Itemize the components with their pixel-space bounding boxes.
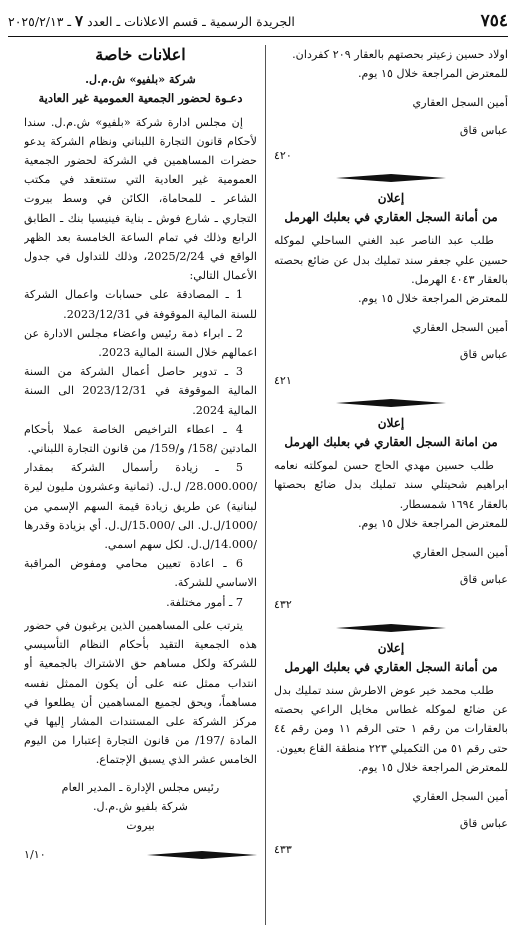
notice-review: للمعترض المراجعة خلال ١٥ يوم.: [358, 760, 508, 774]
notice-sig-name: عباس قاق: [459, 817, 508, 831]
ornament-icon: [336, 623, 446, 633]
agenda-item: 4 ـ اعطاء التراخيص الخاصة عملا بأحكام المادتين /158/ و/159/ من قانون التجارة اللبناني.: [24, 422, 257, 456]
top-notice-tail: اولاد حسين زعيتر بحصتهم بالعقار ٢٠٩ كفردان.: [292, 48, 508, 61]
agenda-item: 5 ـ زيادة رأسمال الشركة بمقدار /28.000.000/ ل.ل. (ثمانية وعشرون مليون ليرة لبنانية) عن طريق زيادة قيمة السهم الإسمي من /1000/ل.ل. الى /15.000/ل.ل. أي بزيادة وقدرها /14.000/ل.ل. لكل سهم اسمي.: [24, 461, 257, 552]
notice-433: [274, 639, 508, 859]
notice-title: إعلان: [377, 640, 405, 655]
divider-ornament: [274, 623, 508, 633]
columns: [8, 45, 508, 925]
left-column: [24, 45, 266, 925]
invitation-title: دعـوة لحضور الجمعية العمومية غير العادية: [38, 91, 243, 106]
ornament-icon: [147, 850, 257, 860]
ornament-icon: [336, 173, 446, 183]
notice-review: للمعترض المراجعة خلال ١٥ يوم.: [358, 292, 508, 306]
notice-number: ١/١٠: [24, 848, 46, 862]
top-notice-review: للمعترض المراجعة خلال ١٥ يوم.: [358, 67, 508, 81]
header-title-block: [8, 12, 295, 30]
divider-ornament: [274, 173, 508, 183]
right-column: [266, 45, 508, 925]
notice-subtitle: من أمانة السجل العقاري في بعلبك الهرمل: [284, 659, 498, 674]
notice-sig-name: عباس قاق: [459, 348, 508, 362]
agenda-item: 6 ـ اعادة تعيين محامي ومفوض المراقبة الاساسي للشركة.: [24, 557, 257, 590]
agenda-item: 1 ـ المصادقة على حسابات واعمال الشركة للسنة المالية الموقوفة في 2023/12/31.: [24, 288, 257, 321]
notice-title: إعلان: [377, 191, 405, 206]
notice-sig-title: أمين السجل العقاري: [412, 321, 508, 335]
notice-body: طلب حسين مهدي الحاج حسن لموكلته نعامه ابراهيم شحيتلي سند تمليك بدل ضائع بحصتها بالعقار ١٦٩٤ شمسطار.: [274, 459, 508, 511]
divider-ornament: [274, 398, 508, 408]
left-footer: [24, 845, 257, 864]
notice-review: للمعترض المراجعة خلال ١٥ يوم.: [358, 516, 508, 530]
agenda-item: 3 ـ تدوير حاصل أعمال الشركة من السنة المالية الموقوفة في 2023/12/31 الى السنة المالية 2024.: [24, 365, 257, 417]
page-header: [8, 6, 508, 37]
notice-421: [274, 189, 508, 390]
notice-number: ٤٢١: [274, 373, 292, 387]
company-name: شركة «بلفيو» ش.م.ل.: [85, 72, 196, 87]
notice-subtitle: من امانة السجل العقاري في بعلبك الهرمل: [284, 435, 498, 450]
notice-432: [274, 414, 508, 615]
notice-title: إعلان: [377, 415, 405, 430]
notice-number: ٤٣٣: [274, 842, 292, 856]
section-title: اعلانات خاصة: [95, 45, 186, 64]
signature-line: شركة بلفيو ش.م.ل.: [93, 799, 188, 813]
agenda-item: 7 ـ أمور مختلفة.: [166, 595, 243, 609]
invitation-intro: إن مجلس ادارة شركة «بلفيو» ش.م.ل. سندا لأحكام قانون التجارة اللبناني ونظام الشركة يدعو حضرات المساهمين في الشركة لحضور الجمعية العمومية غير العادية التي ستنعقد في مكتب الشاعر ـ للمحاماة، الكائن في وسط بيروت التجاري ـ شارع فوش ـ بناية فينيسيا بنك ـ الطابق الرابع وذلك في تمام الساعة الخامسة بعد الظهر الواقع في 2025/2/24، وذلك للتداول في جدول الأعمال التالي:: [24, 115, 257, 283]
agenda-item: 2 ـ ابراء ذمة رئيس واعضاء مجلس الادارة عن اعمالهم خلال السنة المالية 2023.: [24, 326, 257, 360]
signature-line: بيروت: [126, 818, 155, 832]
signature-line: رئيس مجلس الإدارة ـ المدير العام: [61, 780, 220, 794]
notice-number: ٤٣٢: [274, 598, 292, 612]
header-title: الجريدة الرسمية ـ قسم الاعلانات ـ العدد: [87, 14, 295, 29]
notice-body: طلب محمد خير عوض الاطرش سند تمليك بدل عن ضائع لموكله غطاس مخايل الراعي بحصته بالعقارات من رقم ١ حتى الرقم ١١ ومن رقم ٤٤ حتى رقم ٥١ من التكميلي ٢٢٣ منطقة القاع بعيون.: [274, 684, 508, 755]
notice-subtitle: من أمانة السجل العقاري في بعلبك الهرمل: [284, 210, 498, 225]
notice-body: طلب عبد الناصر عبد الغني الساحلي لموكله حسين علي جعفر سند تمليك بدل عن ضائع بحصته بالعقار ٤٠٤٣ الهرمل.: [274, 234, 508, 286]
notice-sig-name: عباس قاق: [459, 573, 508, 587]
top-notice-sig-title: أمين السجل العقاري: [412, 96, 508, 110]
ornament-icon: [336, 398, 446, 408]
notice-number: ٤٢٠: [274, 148, 292, 162]
issue-number: ٧: [75, 12, 84, 30]
notice-sig-title: أمين السجل العقاري: [412, 546, 508, 560]
notice-sig-title: أمين السجل العقاري: [412, 790, 508, 804]
page-number: ٧٥٤: [480, 11, 508, 31]
top-notice-sig-name: عباس قاق: [459, 123, 508, 137]
header-date: ـ ٢٠٢٥/٢/١٣: [8, 14, 72, 29]
invitation-closing: يترتب على المساهمين الذين يرغبون في حضور هذه الجمعية التقيد بأحكام النظام التأسيسي للشركة ولكل مساهم حق الاشتراك بالجمعية أو انتداب ممثل عنه على أن يكون الممثل نفسه مساهماً، ويحق لجميع المساهمين أن يطلعوا في مركز الشركة على المستندات المشار إليها في المادة /197/ من قانون التجارة إعتبارا من اليوم الخامس عشر الذي يسبق الإجتماع.: [24, 618, 258, 767]
